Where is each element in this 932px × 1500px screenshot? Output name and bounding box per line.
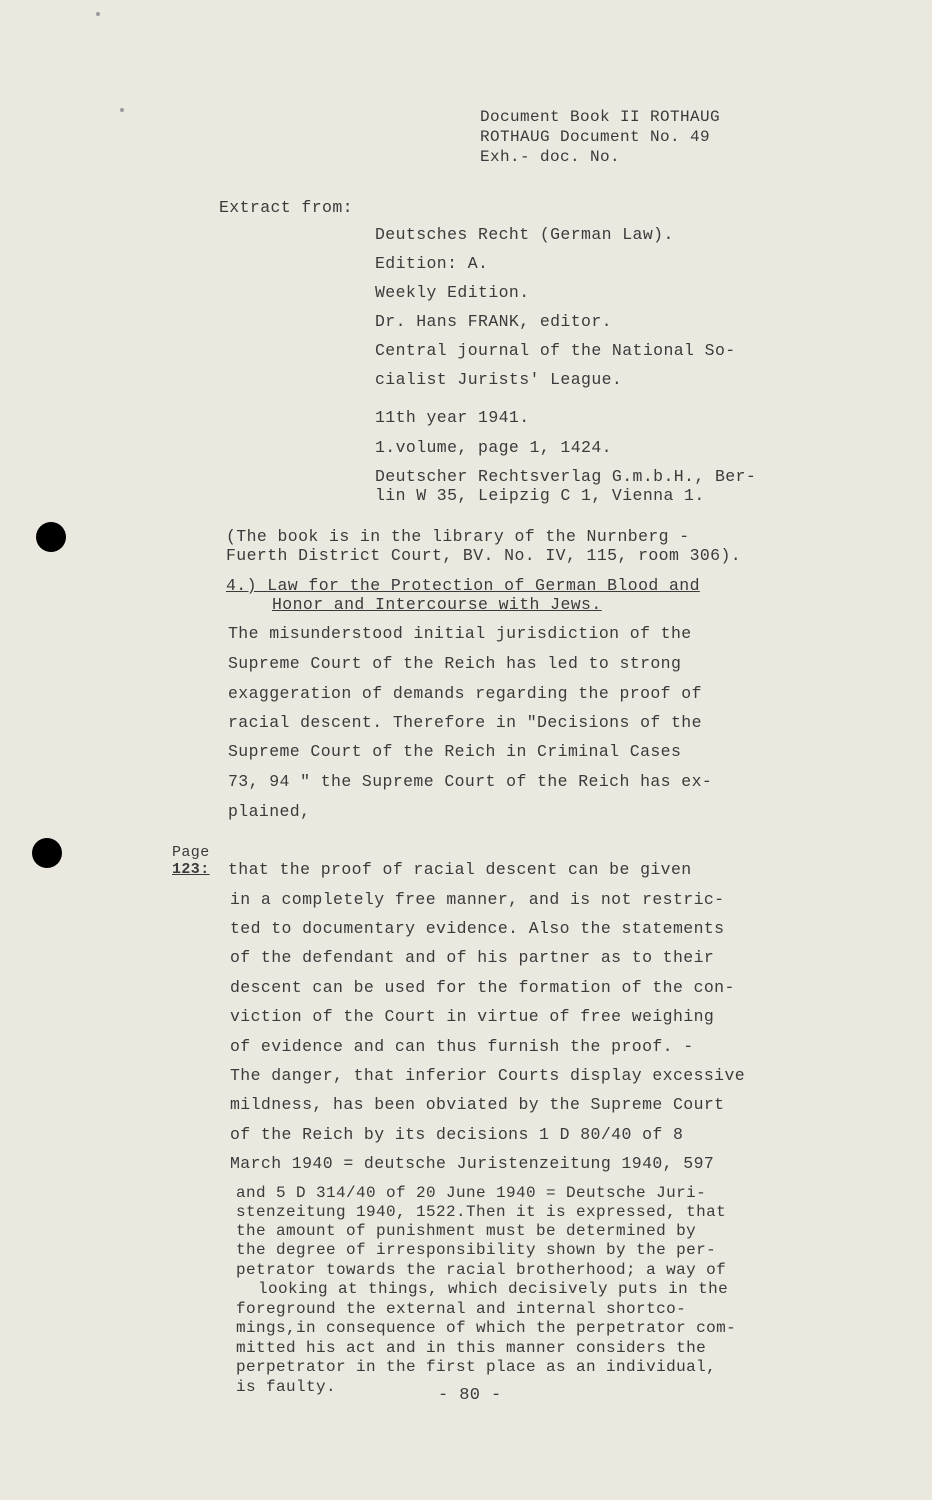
library-note-line: Fuerth District Court, BV. No. IV, 115, room 306). (226, 546, 742, 565)
paragraph-line: The misunderstood initial jurisdiction of the (228, 624, 692, 643)
source-line: cialist Jurists' League. (375, 370, 623, 389)
paragraph-line: viction of the Court in virtue of free weighing (230, 1007, 715, 1026)
source-line: Central journal of the National So- (375, 341, 736, 360)
paragraph-line: 73, 94 " the Supreme Court of the Reich has ex- (228, 772, 713, 791)
paragraph-line: stenzeitung 1940, 1522.Then it is expressed, that (236, 1203, 727, 1221)
paragraph-line: is faulty. (236, 1378, 337, 1396)
source-line: Edition: A. (375, 254, 489, 273)
paragraph-line: that the proof of racial descent can be given (228, 860, 692, 879)
paragraph-line: plained, (228, 802, 311, 821)
paragraph-line: and 5 D 314/40 of 20 June 1940 = Deutsche Juri- (236, 1184, 707, 1202)
paragraph-line: mitted his act and in this manner considers the (236, 1339, 707, 1357)
paragraph-line: mings,in consequence of which the perpetrator com- (236, 1319, 737, 1337)
page-marker-word: Page (172, 844, 210, 861)
header-line: Document Book II ROTHAUG (480, 108, 721, 126)
source-line: 11th year 1941. (375, 408, 530, 427)
paragraph-line: perpetrator in the first place as an individual, (236, 1358, 717, 1376)
page-marker-number: 123: (172, 861, 210, 878)
page-number: - 80 - (438, 1386, 502, 1405)
paper-speck (96, 12, 100, 16)
source-line: Weekly Edition. (375, 283, 530, 302)
source-line: Deutsches Recht (German Law). (375, 225, 674, 244)
law-heading: 4.) Law for the Protection of German Blood and (226, 576, 700, 595)
paragraph-line: March 1940 = deutsche Juristenzeitung 1940, 597 (230, 1154, 715, 1173)
paragraph-line: racial descent. Therefore in "Decisions of the (228, 713, 702, 732)
paragraph-line: looking at things, which decisively puts in the (258, 1280, 729, 1298)
paragraph-line: of evidence and can thus furnish the proof. - (230, 1037, 694, 1056)
header-line: ROTHAUG Document No. 49 (480, 128, 711, 146)
library-note-line: (The book is in the library of the Nurnberg - (226, 527, 690, 546)
paragraph-line: of the Reich by its decisions 1 D 80/40 of 8 (230, 1125, 684, 1144)
paragraph-line: The danger, that inferior Courts display excessive (230, 1066, 746, 1085)
paragraph-line: the amount of punishment must be determined by (236, 1222, 697, 1240)
paragraph-line: the degree of irresponsibility shown by the per- (236, 1241, 717, 1259)
paragraph-line: Supreme Court of the Reich in Criminal Cases (228, 742, 682, 761)
paragraph-line: descent can be used for the formation of the con- (230, 978, 735, 997)
law-heading: Honor and Intercourse with Jews. (272, 595, 602, 614)
punch-hole (32, 838, 62, 868)
paragraph-line: in a completely free manner, and is not restric- (230, 890, 725, 909)
paragraph-line: ted to documentary evidence. Also the statements (230, 919, 725, 938)
paragraph-line: of the defendant and of his partner as to their (230, 948, 715, 967)
extract-label: Extract from: (219, 198, 353, 217)
paragraph-line: exaggeration of demands regarding the proof of (228, 684, 702, 703)
paper-speck (120, 108, 124, 112)
paragraph-line: petrator towards the racial brotherhood; a way of (236, 1261, 727, 1279)
source-line: lin W 35, Leipzig C 1, Vienna 1. (375, 486, 705, 505)
punch-hole (36, 522, 66, 552)
paragraph-line: foreground the external and internal shortco- (236, 1300, 687, 1318)
source-line: Deutscher Rechtsverlag G.m.b.H., Ber- (375, 467, 757, 486)
header-line: Exh.- doc. No. (480, 148, 621, 166)
source-line: 1.volume, page 1, 1424. (375, 438, 612, 457)
paragraph-line: Supreme Court of the Reich has led to strong (228, 654, 682, 673)
source-line: Dr. Hans FRANK, editor. (375, 312, 612, 331)
paragraph-line: mildness, has been obviated by the Supreme Court (230, 1095, 725, 1114)
